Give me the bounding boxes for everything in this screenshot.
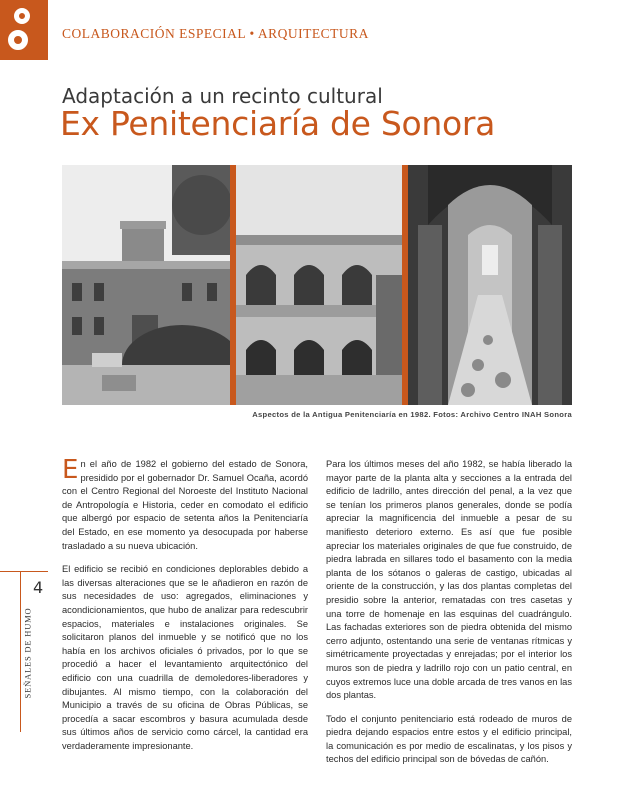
section-header: COLABORACIÓN ESPECIAL • ARQUITECTURA	[62, 26, 369, 41]
paragraph: El edificio se recibió en condiciones deplorables debido a las diversas alteraciones que se le añadieron en razón de sus necesidades de uso: agregados, eliminaciones y acondicionamientos, que hubo de analizar para redescubrir espacios, materiales e instalaciones originales. Se solicitaron planos del inmueble y se notificó que no los había en los archivos oficiales ó privados, por lo que se procedió a hacer el levantamiento arquitectónico del edificio con una cuadrilla de demoledores-liberadores y dibujantes. Al mismo tiempo, con la colaboración del Municipio a través de su oficina de Obras Públicas, se procedía a sacar escombros y basura acumulada desde sus últimos años de servicio como cárcel, la cantidad era verdaderamente impresionante.	[62, 564, 308, 751]
photo-courtyard-arcade	[236, 165, 402, 405]
page-number: 4	[33, 578, 44, 597]
photo-strip	[62, 165, 572, 405]
photo-building-exterior	[62, 165, 230, 405]
sidebar-rule	[0, 571, 48, 572]
logo-ring-icon	[14, 8, 30, 24]
drop-cap: E	[62, 455, 79, 485]
paragraph: Todo el conjunto penitenciario está rodeado de muros de piedra dejando espacios entre estos y el edificio principal, la comunicación es por medio de escalinatas, y los pisos y techos del edificio principal son de bóvedas de cañón.	[326, 713, 572, 765]
paragraph	[62, 455, 308, 553]
article-subtitle: Adaptación a un recinto cultural	[62, 84, 383, 108]
magazine-name: SEÑALES DE HUMO	[22, 607, 33, 699]
article-title: Ex Penitenciaría de Sonora	[60, 104, 496, 143]
photo-vaulted-corridor	[408, 165, 572, 405]
article-column-left	[62, 455, 308, 763]
sidebar-rule-vertical	[20, 572, 21, 732]
logo-ring-icon	[8, 30, 28, 50]
photo-caption: Aspectos de la Antigua Penitenciaría en 1982. Fotos: Archivo Centro INAH Sonora	[252, 410, 572, 419]
magazine-logo	[0, 0, 48, 60]
paragraph: Para los últimos meses del año 1982, se había liberado la mayor parte de la planta alta y secciones a la entrada del edificio de ladrillo, antes dirección del penal, a la vez que se tenían los primeros planos generales, donde se podía apreciar la magnificencia del inmueble a pesar de su manifiesto deterioro externo. Es así que fue posible apreciar los materiales originales de que fue construido, de piedra labrada en sillares todo el basamento con la media planta de los sótanos o galeras de castigo, ubicadas al oriente de la construcción, y las dos plantas completas del presidio sobre la anterior, rematadas con tres casetas y una torre de homenaje en las esquinas del cuadrángulo. Las fachadas exteriores son de piedra obtenida del mismo cerro adjunto, ostentando una serie de ventanas rítmicas y simétricamente proyectadas y enrejadas; por el interior los muros son de piedra y ladrillo rojo con un patio central, en cuyos extremos luce una doble arcada de tres vanos en las dos plantas.	[326, 459, 572, 701]
paragraph-text: n el año de 1982 el gobierno del estado de Sonora, presidido por el gobernador Dr. Samuel Ocaña, acordó con el Centro Regional del Noroeste del Instituto Nacional de Antropología e Historia, ceder en comodato el edificio que albergó por espacio de setenta años la Penitenciaría del Estado, en ese momento ya desocupada por haberse trasladado a su nueva ubicación.	[62, 459, 308, 551]
article-column-right	[326, 458, 572, 777]
